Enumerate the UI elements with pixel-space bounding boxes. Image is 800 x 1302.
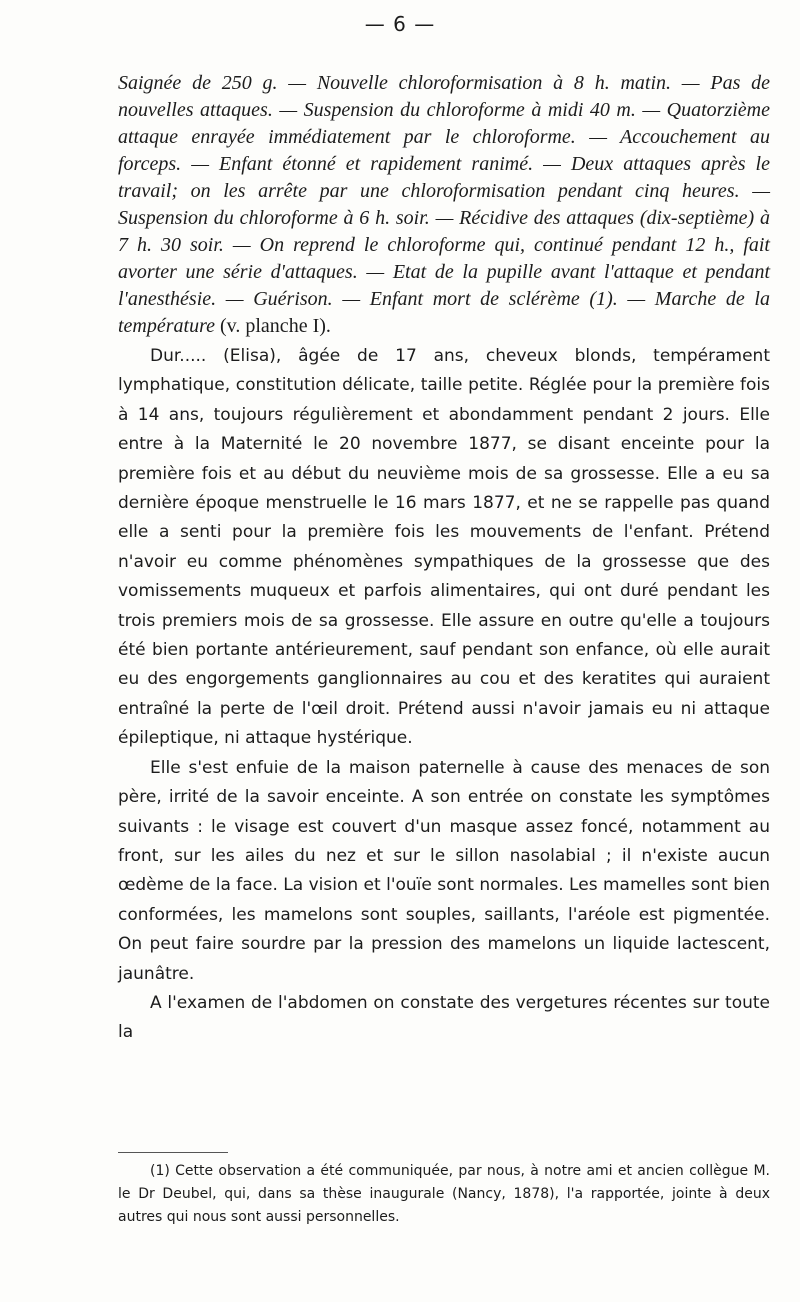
case-summary-text: Saignée de 250 g. — Nouvelle chloroformisation à 8 h. matin. — Pas de nouvelles attaques. — Suspension du chloroforme à midi 40 m. — Quatorzième attaque enrayée immédiatement par le chloroforme. — Accouchement au forceps. — Enfant étonné et rapidement ranimé. — Deux attaques après le travail; on les arrête par une chloroformisation pendant cinq heures. — Suspension du chloroforme à 6 h. soir. — Récidive des attaques (dix-septième) à 7 h. 30 soir. — On reprend le chloroforme qui, continué pendant 12 h., fait avorter une série d'attaques. — Etat de la pupille avant l'attaque et pendant l'anesthésie. — Guérison. — Enfant mort de sclérème (1). — Marche de la température [118, 72, 770, 337]
footnote: (1) Cette observation a été communiquée, par nous, à notre ami et ancien collègue M. le Dr Deubel, qui, dans sa thèse inaugurale (Nancy, 1878), l'a rapportée, jointe à deux autres qui nous sont aussi personnelles. [118, 1163, 770, 1225]
paragraph-admission-symptoms: Elle s'est enfuie de la maison paternelle à cause des menaces de son père, irrité de la savoir enceinte. A son entrée on constate les symptômes suivants : le visage est couvert d'un masque assez foncé, notamment au front, sur les ailes du nez et sur le sillon nasolabial ; il n'existe aucun œdème de la face. La vision et l'ouïe sont normales. Les mamelles sont bien conformées, les mamelons sont souples, saillants, l'aréole est pigmentée. On peut faire sourdre par la pression des mamelons un liquide lactescent, jaunâtre. [118, 757, 770, 984]
footnote-divider [118, 1152, 228, 1153]
case-summary [118, 70, 770, 340]
paragraph-abdomen-exam: A l'examen de l'abdomen on constate des vergetures récentes sur toute la [118, 992, 770, 1043]
paragraph-patient-history: Dur..... (Elisa), âgée de 17 ans, cheveux blonds, tempérament lymphatique, constitution délicate, taille petite. Réglée pour la première fois à 14 ans, toujours régulièrement et abondamment pendant 2 jours. Elle entre à la Maternité le 20 novembre 1877, se disant enceinte pour la première fois et au début du neuvième mois de sa grossesse. Elle a eu sa dernière époque menstruelle le 16 mars 1877, et ne se rappelle pas quand elle a senti pour la première fois les mouvements de l'enfant. Prétend n'avoir eu comme phénomènes sympathiques de la grossesse que des vomissements muqueux et parfois alimentaires, qui ont duré pendant les trois premiers mois de sa grossesse. Elle assure en outre qu'elle a toujours été bien portante antérieurement, sauf pendant son enfance, où elle aurait eu des engorgements ganglionnaires au cou et des keratites qui auraient entraîné la perte de l'œil droit. Prétend aussi n'avoir jamais eu ni attaque épileptique, ni attaque hystérique. [118, 346, 770, 749]
case-observation [118, 342, 770, 1048]
plate-reference: (v. planche I). [215, 315, 331, 337]
page-number: — 6 — [364, 12, 436, 36]
